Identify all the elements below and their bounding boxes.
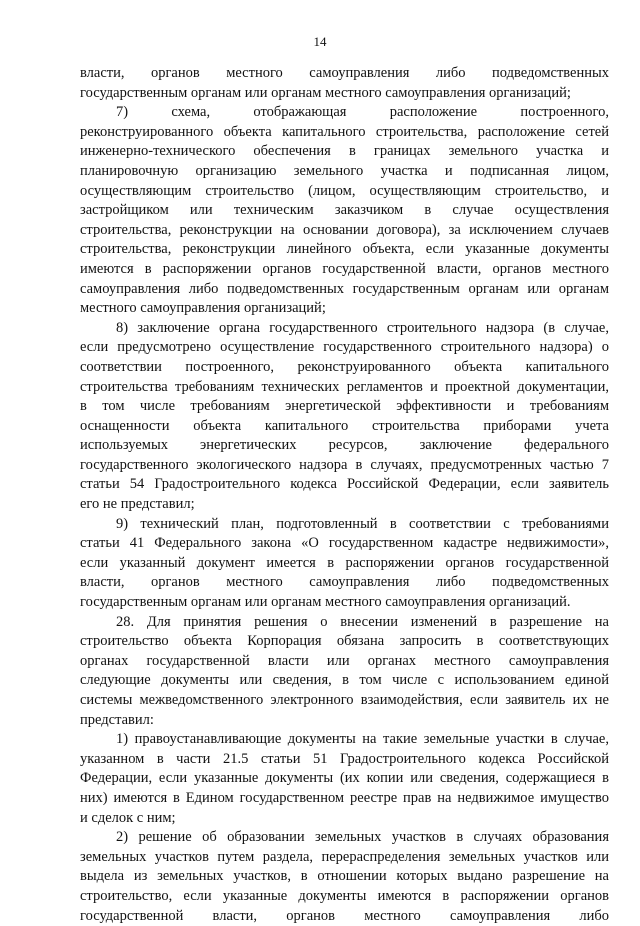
text-line: планировочную организацию земельного участка и подписанная лицом, (80, 162, 609, 179)
text-line: выдела из земельных участков, в отношении которых выдано разрешение на (80, 868, 609, 885)
text-line: строительства, реконструкции линейного объекта, если указанные документы (80, 241, 609, 258)
text-line: самоуправления либо подведомственных государственным органам или органам (80, 280, 609, 297)
text-line: строительства, реконструкции на основании договора), за исключением случаев (80, 221, 609, 238)
text-line: местного самоуправления организаций; (80, 300, 326, 317)
text-line: его не представил; (80, 496, 195, 513)
text-line: 28. Для принятия решения о внесении изменений в разрешение на (116, 613, 609, 630)
text-line: власти, органов местного самоуправления либо подведомственных (80, 65, 609, 81)
text-line: в том числе требованиям энергетической эффективности и требованиям (80, 398, 609, 415)
text-line: государственного экологического надзора в случаях, предусмотренных частью 7 (80, 456, 609, 473)
text-line: строительство, если указанные документы имеются в распоряжении органов (80, 887, 609, 904)
text-line: системы межведомственного электронного взаимодействия, если заявитель их не (80, 692, 609, 708)
text-line: 9) технический план, подготовленный в соответствии с требованиями (116, 515, 609, 532)
text-line: государственным органам или органам местного самоуправления организаций. (80, 594, 571, 611)
text-line: осуществляющим строительство (лицом, осуществляющим строительство, и (80, 182, 609, 199)
text-line: имеются в распоряжении органов государственной власти, органов местного (80, 260, 609, 277)
text-line: оснащенности объекта капитального строительства приборами учета (80, 417, 609, 434)
text-line: реконструированного объекта капитального строительства, расположение сетей (80, 123, 609, 140)
text-line: используемых энергетических ресурсов, заключение федерального (80, 437, 609, 454)
text-line: застройщиком или техническим заказчиком в случае осуществления (80, 202, 609, 219)
text-line: строительство объекта Корпорация обязана запросить в соответствующих (80, 633, 609, 650)
text-line: и сделок с ним; (80, 809, 176, 826)
text-line: представил: (80, 711, 154, 728)
text-line: власти, органов местного самоуправления либо подведомственных (80, 574, 609, 591)
text-line: 8) заключение органа государственного строительного надзора (в случае, (116, 319, 609, 336)
text-line: Федерации, если указанные документы (их копии или сведения, содержащиеся в (80, 770, 609, 787)
text-line: статьи 54 Градостроительного кодекса Российской Федерации, если заявитель (80, 476, 609, 493)
text-line: строительства требованиям технических регламентов и проектной документации, (80, 378, 609, 395)
text-line: если указанный документ имеется в распоряжении органов государственной (80, 554, 609, 571)
page-number: 14 (313, 34, 327, 49)
text-line: следующие документы или сведения, в том числе с использованием единой (80, 672, 609, 689)
text-line: статьи 41 Федерального закона «О государственном кадастре недвижимости», (80, 535, 609, 552)
text-line: них) имеются в Едином государственном реестре прав на недвижимое имущество (80, 789, 609, 806)
text-line: 2) решение об образовании земельных участков в случаях образования (116, 829, 609, 846)
text-line: указанном в части 21.5 статьи 51 Градостроительного кодекса Российской (80, 750, 609, 767)
text-line: если предусмотрено осуществление государственного строительного надзора) о (80, 339, 609, 356)
text-line: государственной власти, органов местного самоуправления либо (80, 907, 609, 924)
document-body (80, 64, 609, 926)
text-line: земельных участков путем раздела, перераспределения земельных участков или (80, 848, 609, 865)
text-line: 7) схема, отображающая расположение построенного, (116, 104, 609, 121)
text-line: государственным органам или органам местного самоуправления организаций; (80, 84, 571, 101)
text-line: соответствии построенного, реконструированного объекта капитального (80, 358, 609, 375)
text-line: органах государственной власти или органах местного самоуправления (80, 652, 609, 669)
text-line: инженерно-технического обеспечения в границах земельного участка и (80, 143, 609, 160)
text-line: 1) правоустанавливающие документы на такие земельные участки в случае, (116, 731, 609, 748)
